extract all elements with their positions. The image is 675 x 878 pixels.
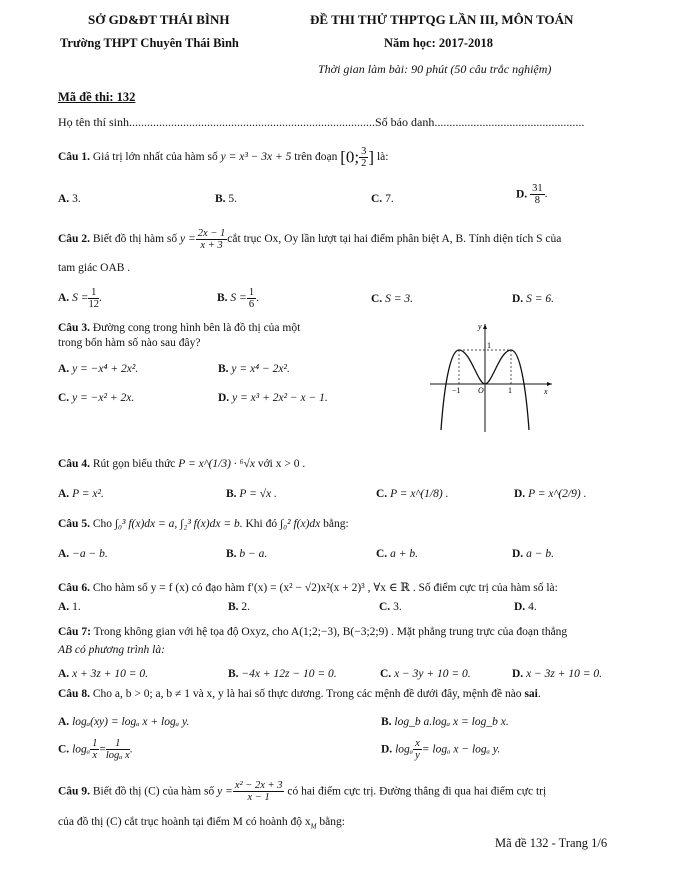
q2-option-d[interactable]: D. S = 6. xyxy=(512,293,554,305)
q3-option-d[interactable]: D. y = x³ + 2x² − x − 1. xyxy=(218,392,328,404)
q6-option-b[interactable]: B. 2. xyxy=(228,601,251,613)
exam-code: Mã đề thi: 132 xyxy=(58,90,136,104)
q1-interval-right: ] xyxy=(368,147,375,167)
tick-y1: 1 xyxy=(487,341,491,350)
exam-title: ĐỀ THI THỬ THPTQG LẦN III, MÔN TOÁN xyxy=(310,12,574,27)
q1-option-b[interactable]: B. 5. xyxy=(215,193,238,205)
q2-opta-fraction: $\frac{1}{12}$ xyxy=(88,287,99,310)
candidate-id-dots[interactable]: .................................................. xyxy=(434,115,585,129)
school-department: SỞ GD&ĐT THÁI BÌNH xyxy=(88,12,230,27)
q1-text-a: Giá trị lớn nhất của hàm số xyxy=(92,151,218,164)
question-3-line1: Câu 3. Đường cong trong hình bên là đồ thị của một xyxy=(58,322,301,334)
q4-formula: P = x^(1/3) · ⁶√x xyxy=(178,458,255,470)
q8-optc-frac1: $\frac{1}{x}$ xyxy=(92,738,98,761)
q7-option-d[interactable]: D. x − 3z + 10 = 0. xyxy=(512,668,603,680)
page-footer: Mã đề 132 - Trang 1/6 xyxy=(495,836,608,850)
q8-option-a[interactable]: A. logₐ(xy) = logₐ x + logₐ y. xyxy=(58,716,190,728)
q1-label: Câu 1. xyxy=(58,151,90,164)
q8-optd-frac: $\frac{x}{y}$ xyxy=(415,738,420,761)
y-axis-label: y xyxy=(478,322,482,331)
q2-text-c: tam giác OAB . xyxy=(58,262,131,274)
q6-option-c[interactable]: C. 3. xyxy=(379,601,402,613)
q3-option-c[interactable]: C. y = −x² + 2x. xyxy=(58,392,135,404)
candidate-id-label: Số báo danh xyxy=(375,115,435,129)
q2-label: Câu 2. xyxy=(58,233,90,246)
tick-neg1: −1 xyxy=(452,386,461,395)
q1-text-b: trên đoạn xyxy=(294,151,338,164)
candidate-name-label: Họ tên thí sinh xyxy=(58,115,129,129)
q2-text-b: cắt trục Ox, Oy lần lượt tại hai điểm phân biệt A, B. Tính diện tích S của xyxy=(227,233,562,246)
q2-option-c[interactable]: C. S = 3. xyxy=(371,293,413,305)
q5-option-a[interactable]: A. −a − b. xyxy=(58,548,108,560)
school-year: Năm học: 2017-2018 xyxy=(384,36,494,50)
q5-option-d[interactable]: D. a − b. xyxy=(512,548,554,560)
q8-option-c[interactable]: C. logₐ $\frac{1}{x}$ = $\frac{1}{\text{logₐ x}}$ . xyxy=(58,738,133,761)
q3-option-b[interactable]: B. y = x⁴ − 2x². xyxy=(218,363,290,375)
q1-option-a[interactable]: A. 3. xyxy=(58,193,81,205)
q4-option-d[interactable]: D. P = x^(2/9) . xyxy=(514,488,587,500)
q7-option-c[interactable]: C. x − 3y + 10 = 0. xyxy=(380,668,471,680)
q3-option-a[interactable]: A. y = −x⁴ + 2x². xyxy=(58,363,139,375)
q2-text-a: Biết đồ thị hàm số xyxy=(92,233,178,246)
candidate-name-dots[interactable]: .................................................................................. xyxy=(129,115,375,129)
q9-fraction: $\frac{\text{x² − 2x + 3}}{x - 1}$ xyxy=(234,780,283,803)
q8-option-b[interactable]: B. log_b a.logₐ x = log_b x. xyxy=(381,716,509,728)
school-name: Trường THPT Chuyên Thái Bình xyxy=(60,36,239,50)
q1-interval-left: [0; xyxy=(340,147,360,167)
q5-formula-a: ∫₀³ f(x)dx = a, ∫₂³ f(x)dx = b. xyxy=(114,518,243,530)
q2-option-a[interactable]: A. S = $\frac{1}{12}$ . xyxy=(58,287,102,310)
q5-option-b[interactable]: B. b − a. xyxy=(226,548,268,560)
question-9-cont: của đồ thị (C) cắt trục hoành tại điểm M có hoành độ $x_M$ bằng: xyxy=(58,816,345,831)
q2-fraction: $\frac{2x - 1}{x + 3}$ xyxy=(197,228,226,251)
q5-formula-b: ∫₀² f(x)dx xyxy=(279,518,321,530)
candidate-line xyxy=(58,115,584,130)
q8-option-d[interactable]: D. logₐ $\frac{x}{y}$ = logₐ x − logₐ y. xyxy=(381,738,501,761)
question-7: Câu 7: Trong không gian với hệ tọa độ Oxyz, cho A(1;2;−3), B(−3;2;9) . Mặt phẳng trung trực của đoạn thẳng xyxy=(58,626,568,638)
q7-option-a[interactable]: A. x + 3z + 10 = 0. xyxy=(58,668,149,680)
y-axis-arrow xyxy=(483,324,487,329)
question-5: Câu 5. Cho ∫₀³ f(x)dx = a, ∫₂³ f(x)dx = b. Khi đó ∫₀² f(x)dx bằng: xyxy=(58,518,349,530)
q6-option-d[interactable]: D. 4. xyxy=(514,601,537,613)
q1-option-d[interactable]: D. $\frac{31}{8}$ . xyxy=(516,183,548,206)
question-9: Câu 9. Biết đồ thị (C) của hàm số y = $\frac{\text{x² − 2x + 3}}{x - 1}$ có hai điểm cực trị. Đường thẳng đi qua hai điểm cực trị xyxy=(58,780,547,803)
q5-option-c[interactable]: C. a + b. xyxy=(376,548,418,560)
q3-function-graph xyxy=(428,318,558,436)
exam-duration: Thời gian làm bài: 90 phút (50 câu trắc nghiệm) xyxy=(318,62,552,76)
origin-label: O xyxy=(478,386,484,395)
q7-option-b[interactable]: B. −4x + 12z − 10 = 0. xyxy=(228,668,337,680)
x-axis-arrow xyxy=(547,382,552,386)
question-3-line2: trong bốn hàm số nào sau đây? xyxy=(58,337,201,349)
q6-option-a[interactable]: A. 1. xyxy=(58,601,81,613)
q2-option-b[interactable]: B. S = $\frac{1}{6}$ . xyxy=(217,287,259,310)
question-1 xyxy=(58,146,388,169)
question-4: Câu 4. Rút gọn biểu thức P = x^(1/3) · ⁶√x với x > 0 . xyxy=(58,458,306,470)
q1-text-c: là: xyxy=(376,151,389,164)
q1-option-c[interactable]: C. 7. xyxy=(371,193,394,205)
q8-optc-frac2: $\frac{1}{\text{logₐ x}}$ xyxy=(105,738,130,761)
x-axis-label: x xyxy=(544,387,548,396)
question-7-cont: AB có phương trình là: xyxy=(58,644,165,656)
question-8: Câu 8. Cho a, b > 0; a, b ≠ 1 và x, y là hai số thực dương. Trong các mệnh đề dưới đây, mệnh đề nào sai. xyxy=(58,688,541,700)
q1-optd-fraction: $\frac{31}{8}$ xyxy=(532,183,543,206)
q4-option-b[interactable]: B. P = √x . xyxy=(226,488,277,500)
q4-option-a[interactable]: A. P = x². xyxy=(58,488,104,500)
q2-optb-fraction: $\frac{1}{6}$ xyxy=(248,287,255,310)
tick-pos1: 1 xyxy=(508,386,512,395)
question-2: Câu 2. Biết đồ thị hàm số y = $\frac{2x - 1}{x + 3}$ cắt trục Ox, Oy lần lượt tại hai điểm phân biệt A, B. Tính diện tích S của xyxy=(58,228,562,251)
question-6: Câu 6. Cho hàm số y = f (x) có đạo hàm f′(x) = (x² − √2)x²(x + 2)³ , ∀x ∈ ℝ . Số điểm cực trị của hàm số là: xyxy=(58,582,558,594)
q4-option-c[interactable]: C. P = x^(1/8) . xyxy=(376,488,449,500)
q1-formula: y = x³ − 3x + 5 xyxy=(220,151,292,164)
q1-fraction: $\frac{3}{2}$ xyxy=(361,146,367,169)
